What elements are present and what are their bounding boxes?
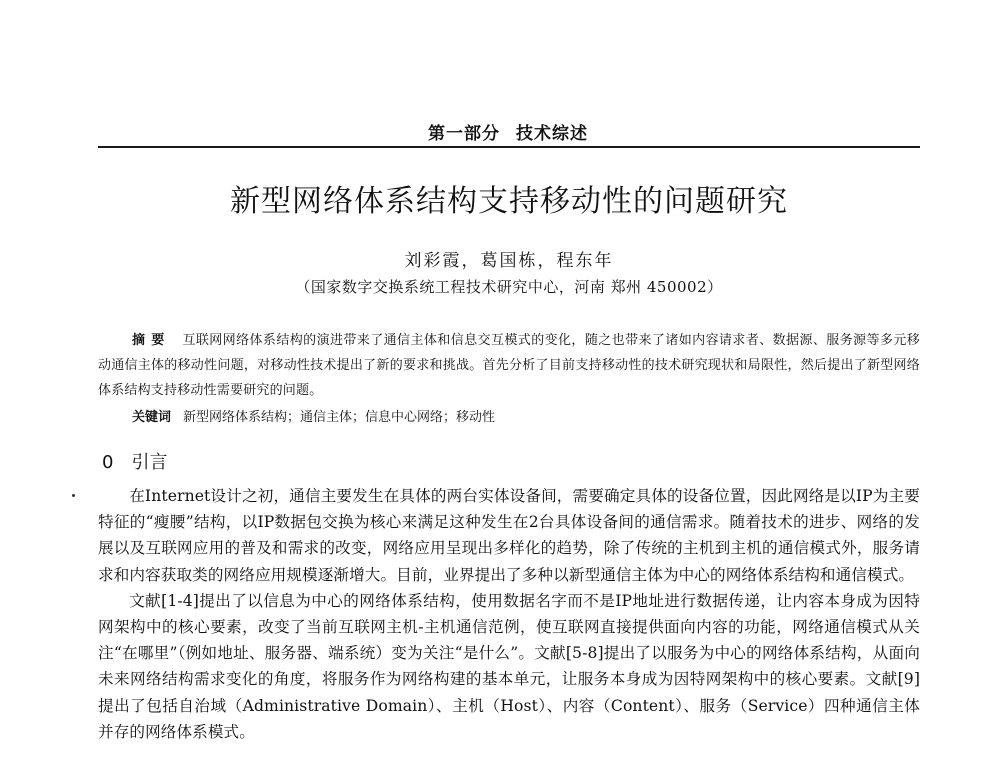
header-rule bbox=[98, 146, 920, 148]
keywords-label: 关键词 bbox=[132, 410, 172, 425]
intro-number: 0 bbox=[102, 452, 114, 473]
authors: 刘彩霞，葛国栋，程东年 bbox=[404, 251, 614, 271]
section-label: 技术综述 bbox=[516, 124, 588, 144]
keywords bbox=[98, 408, 920, 428]
paper-title: 新型网络体系结构支持移动性的问题研究 bbox=[230, 184, 788, 219]
intro-title: 引言 bbox=[131, 452, 168, 473]
intro-heading bbox=[102, 448, 167, 474]
scan-mark bbox=[72, 494, 75, 497]
abstract-label: 摘要 bbox=[132, 333, 171, 348]
section-header bbox=[98, 119, 918, 144]
abstract bbox=[98, 328, 920, 403]
paragraph: 在Internet设计之初，通信主要发生在具体的两台实体设备间，需要确定具体的设备位置，因此网络是以IP为主要特征的“瘦腰”结构，以IP数据包交换为核心来满足这种发生在2台具体设备间的通信需求。随着技术的进步、网络的发展以及互联网应用的普及和需求的改变，网络应用呈现出多样化的趋势，除了传统的主机到主机的通信模式外，服务请求和内容获取类的网络应用规模逐渐增大。目前，业界提出了多种以新型通信主体为中心的网络体系结构和通信模式。 bbox=[98, 487, 920, 584]
part-label: 第一部分 bbox=[428, 124, 500, 144]
abstract-text: 互联网网络体系结构的演进带来了通信主体和信息交互模式的变化，随之也带来了诸如内容请求者、数据源、服务源等多元移动通信主体的移动性问题，对移动性技术提出了新的要求和挑战。首先分析了目前支持移动性的技术研究现状和局限性，然后提出了新型网络体系结构支持移动性需要研究的问题。 bbox=[98, 333, 920, 398]
keywords-text: 新型网络体系结构；通信主体；信息中心网络；移动性 bbox=[183, 410, 496, 425]
paragraph: 文献[1-4]提出了以信息为中心的网络体系结构，使用数据名字而不是IP地址进行数据传递，让内容本身成为因特网架构中的核心要素，改变了当前互联网主机-主机通信范例，使互联网直接提供面向内容的功能，网络通信模式从关注“在哪里”（例如地址、服务器、端系统）变为关注“是什么”。文献[5-8]提出了以服务为中心的网络体系结构，从面向未来网络结构需求变化的角度，将服务作为网络构建的基本单元，让服务本身成为因特网架构中的核心要素。文献[9]提出了包括自治域（Administrative Domain）、主机（Host）、内容（Content）、服务（Service）四种通信主体并存的网络体系模式。 bbox=[98, 591, 920, 741]
intro-body bbox=[98, 483, 920, 745]
affiliation: （国家数字交换系统工程技术研究中心，河南 郑州 450002） bbox=[295, 278, 723, 296]
